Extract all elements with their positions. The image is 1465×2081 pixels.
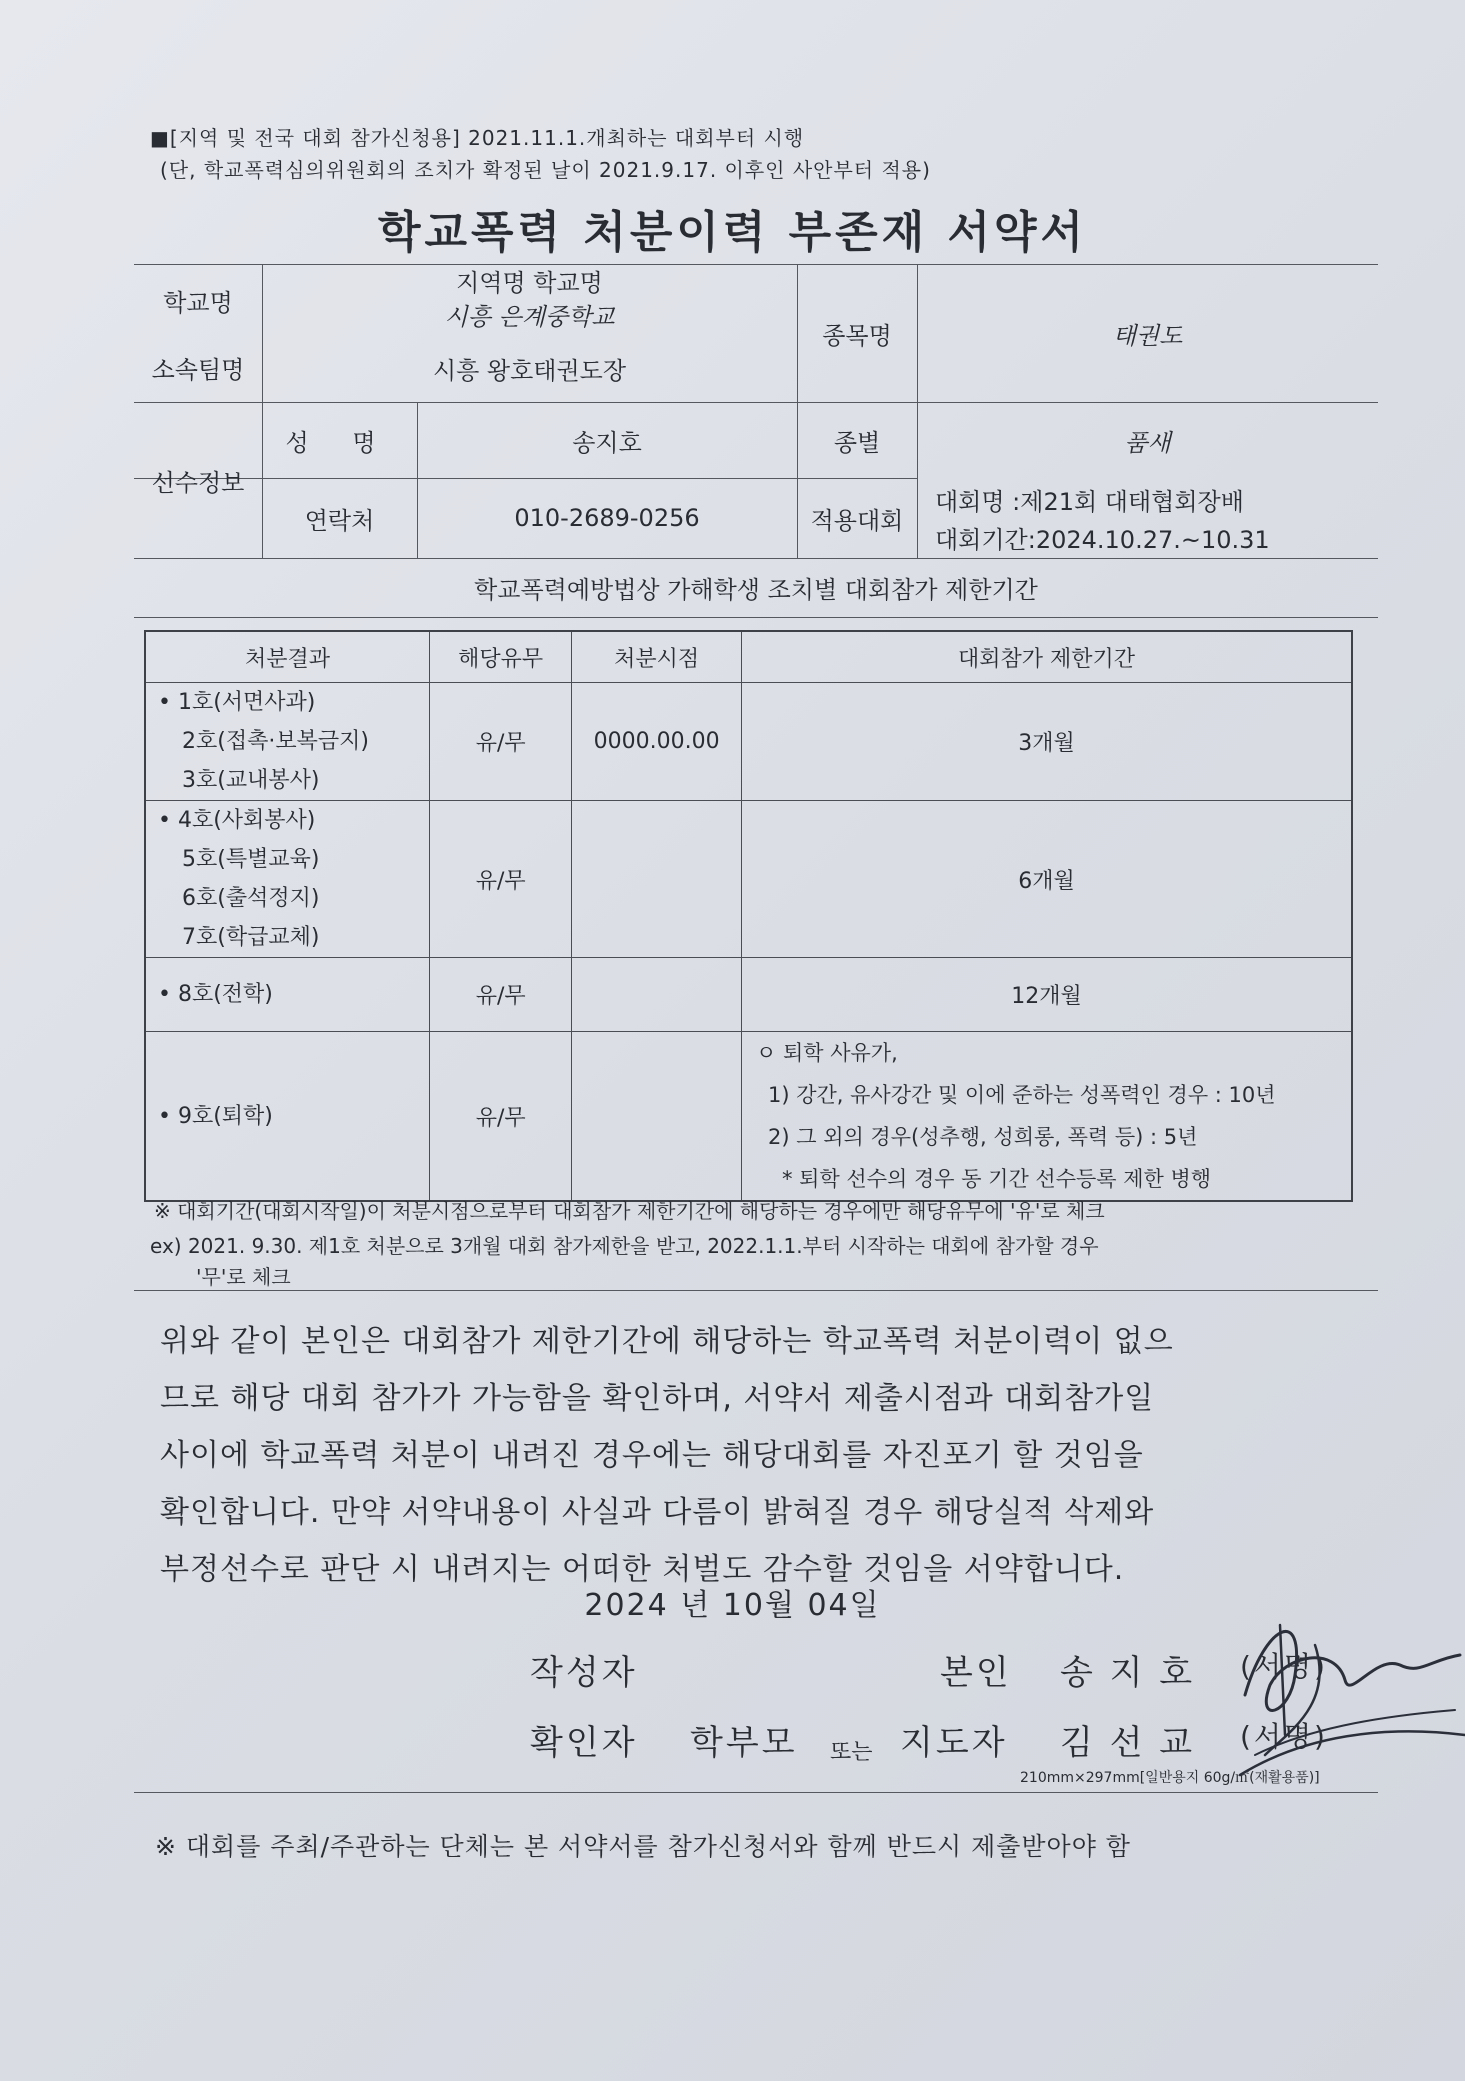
restriction-period: 6개월 [742, 801, 1353, 958]
school-label: 학교명 [163, 288, 233, 317]
pledge-line: 부정선수로 판단 시 내려지는 어떠한 처벌도 감수할 것임을 서약합니다. [160, 1552, 1125, 1587]
team-label: 소속팀명 [151, 356, 245, 384]
pledge-line: 므로 해당 대회 참가가 가능함을 확인하며, 서약서 제출시점과 대회참가일 [160, 1381, 1155, 1416]
confirm-or: 또는 [830, 1740, 873, 1765]
header-line-2: (단, 학교폭력심의위원회의 조치가 확정된 날이 2021.9.17. 이후인 사안부터 적용) [160, 158, 931, 182]
expulsion-note: ㅇ 퇴학 사유가, [756, 1041, 898, 1065]
disposition-date [572, 958, 742, 1032]
restriction-period: 12개월 [742, 958, 1353, 1032]
yes-no-check: 유/무 [430, 801, 572, 958]
handwritten-signature [1225, 1585, 1465, 1815]
event-value: 태권도 [1112, 321, 1183, 350]
writer-role: 본인 [940, 1653, 1012, 1693]
expulsion-notes [742, 1032, 1353, 1202]
col-header-date: 처분시점 [572, 631, 742, 683]
disposition-items [145, 801, 430, 958]
expulsion-note: 1) 강간, 유사강간 및 이에 준하는 성폭력인 경우 : 10년 [768, 1083, 1276, 1107]
confirm-name: 김 선 교 [1060, 1723, 1196, 1763]
yes-no-check: 유/무 [430, 683, 572, 801]
note-3: '무'로 체크 [196, 1265, 291, 1289]
footer-note: ※ 대회를 주최/주관하는 단체는 본 서약서를 참가신청서와 함께 반드시 제출받아야 함 [155, 1832, 1131, 1861]
category-label: 종별 [833, 428, 881, 457]
team-value: 시흥 왕호태권도장 [432, 356, 627, 385]
table-row [145, 801, 1352, 958]
table-header-row [145, 631, 1352, 683]
confirm-label: 확인자 [530, 1723, 638, 1763]
confirm-role-parent: 학부모 [690, 1723, 798, 1763]
competition-label: 적용대회 [810, 506, 904, 535]
school-value: 시흥 은계중학교 [444, 302, 615, 331]
document-title: 학교폭력 처분이력 부존재 서약서 [377, 207, 1087, 258]
disposition-items [145, 683, 430, 801]
disposition-date: 0000.00.00 [572, 683, 742, 801]
pledge-line: 사이에 학교폭력 처분이 내려진 경우에는 해당대회를 자진포기 할 것임을 [160, 1438, 1144, 1473]
header-line-1: ■[지역 및 전국 대회 참가신청용] 2021.11.1.개최하는 대회부터 시행 [150, 126, 805, 150]
disposition-items [145, 1032, 430, 1202]
confirm-sign-label: (서명) [1240, 1720, 1328, 1753]
col-header-period: 대회참가 제한기간 [742, 631, 1353, 683]
pledge-line: 확인합니다. 만약 서약내용이 사실과 다름이 밝혀질 경우 해당실적 삭제와 [160, 1495, 1155, 1530]
col-header-result: 처분결과 [145, 631, 430, 683]
disposition-item: 3호(교내봉사) [182, 768, 320, 793]
sign-date: 2024 년 10월 04일 [584, 1588, 881, 1623]
note-2: ex) 2021. 9.30. 제1호 처분으로 3개월 대회 참가제한을 받고, 2022.1.1.부터 시작하는 대회에 참가할 경우 [150, 1234, 1099, 1258]
competition-name: 대회명 :제21회 대태협회장배 [935, 487, 1244, 516]
pledge-text [160, 1313, 1360, 1598]
contact-value: 010-2689-0256 [514, 504, 700, 532]
restriction-table [144, 630, 1353, 1202]
name-value: 송지호 [572, 428, 642, 457]
disposition-item: 2호(접촉·보복금지) [182, 729, 369, 754]
athlete-info-label: 선수정보 [151, 468, 245, 497]
disposition-date [572, 801, 742, 958]
expulsion-note: 2) 그 외의 경우(성추행, 성희롱, 폭력 등) : 5년 [768, 1125, 1198, 1149]
disposition-item: 6호(출석정지) [182, 886, 320, 911]
confirm-role-coach: 지도자 [900, 1723, 1008, 1763]
note-1: ※ 대회기간(대회시작일)이 처분시점으로부터 대회참가 제한기간에 해당하는 경우에만 해당유무에 '유'로 체크 [154, 1199, 1105, 1223]
restriction-period: 3개월 [742, 683, 1353, 801]
yes-no-check: 유/무 [430, 1032, 572, 1202]
writer-sign-label: (서명) [1240, 1650, 1328, 1683]
competition-period: 대회기간:2024.10.27.~10.31 [935, 525, 1270, 554]
table-row [145, 1032, 1352, 1202]
name-label: 성 명 [285, 428, 394, 457]
disposition-item: • 9호(퇴학) [158, 1103, 273, 1129]
restriction-heading: 학교폭력예방법상 가해학생 조치별 대회참가 제한기간 [474, 576, 1038, 604]
disposition-item: 5호(특별교육) [182, 847, 320, 872]
disposition-item: • 4호(사회봉사) [158, 808, 316, 833]
yes-no-check: 유/무 [430, 958, 572, 1032]
expulsion-note: * 퇴학 선수의 경우 동 기간 선수등록 제한 병행 [782, 1167, 1212, 1191]
writer-name: 송 지 호 [1060, 1653, 1196, 1693]
disposition-item: 7호(학급교체) [182, 925, 320, 950]
category-value: 품새 [1124, 428, 1171, 457]
writer-label: 작성자 [530, 1653, 638, 1693]
table-row [145, 683, 1352, 801]
event-label: 종목명 [822, 321, 892, 350]
disposition-item: • 1호(서면사과) [158, 690, 316, 715]
disposition-item: • 8호(전학) [158, 982, 273, 1007]
contact-label: 연락처 [304, 506, 375, 535]
region-school-label: 지역명 학교명 [456, 268, 603, 297]
table-row [145, 958, 1352, 1032]
col-header-applicable: 해당유무 [430, 631, 572, 683]
pledge-line: 위와 같이 본인은 대회참가 제한기간에 해당하는 학교폭력 처분이력이 없으 [160, 1324, 1174, 1359]
disposition-date [572, 1032, 742, 1202]
paper-spec: 210mm×297mm[일반용지 60g/㎡(재활용품)] [1020, 1770, 1320, 1786]
disposition-items [145, 958, 430, 1032]
